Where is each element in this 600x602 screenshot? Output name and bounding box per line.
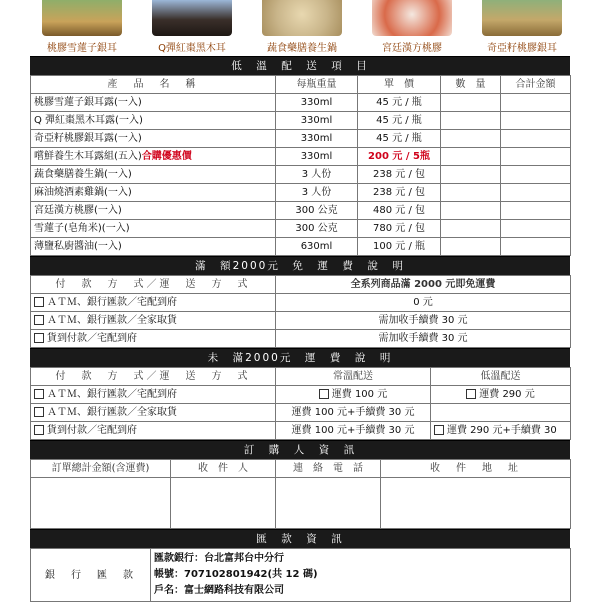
total-cell[interactable] (501, 238, 571, 256)
col-header-method: 付 款 方 式／運 送 方 式 (31, 368, 276, 386)
cold-fee-option (431, 404, 571, 422)
total-cell[interactable] (501, 202, 571, 220)
section-header-bank: 匯 款 資 訊 (30, 529, 570, 548)
table-row (31, 166, 571, 184)
cold-fee-option[interactable]: 運費 290 元+手續費 30 (431, 422, 571, 440)
product-volume: 330ml (276, 94, 358, 112)
product-photo (42, 0, 122, 36)
product-name: 宮廷漢方桃膠(一入) (31, 202, 276, 220)
free-shipping-note: 全系列商品滿 2000 元即免運費 (276, 276, 571, 294)
product-volume: 3 人份 (276, 184, 358, 202)
section-header-cold-delivery: 低 溫 配 送 項 目 (30, 56, 570, 75)
shipping-fee: 需加收手續費 30 元 (276, 312, 571, 330)
product-volume: 330ml (276, 130, 358, 148)
product-volume: 630ml (276, 238, 358, 256)
normal-fee-option: 運費 100 元+手續費 30 元 (276, 404, 431, 422)
product-volume: 300 公克 (276, 202, 358, 220)
col-header-phone: 連 絡 電 話 (276, 460, 381, 478)
table-row (31, 148, 571, 166)
table-row[interactable] (31, 312, 571, 330)
shipping-fee: 0 元 (276, 294, 571, 312)
buyer-input-row[interactable] (31, 478, 571, 529)
address-field[interactable] (381, 478, 571, 529)
table-row (31, 130, 571, 148)
product-photo-caption: Q彈紅棗黑木耳 (158, 43, 226, 54)
buyer-table (30, 459, 571, 529)
qty-cell[interactable] (441, 112, 501, 130)
col-header-name: 產 品 名 稱 (31, 76, 276, 94)
col-header-qty: 數 量 (441, 76, 501, 94)
table-row[interactable] (31, 294, 571, 312)
col-header-volume: 每瓶重量 (276, 76, 358, 94)
table-row (31, 184, 571, 202)
product-price: 238 元 / 包 (358, 184, 441, 202)
payment-option[interactable]: ＡＴＭ、銀行匯款／宅配到府 (31, 294, 276, 312)
product-price: 100 元 / 瓶 (358, 238, 441, 256)
checkbox[interactable] (34, 389, 44, 399)
table-row[interactable] (31, 386, 571, 404)
qty-cell[interactable] (441, 238, 501, 256)
col-header-cold: 低溫配送 (431, 368, 571, 386)
checkbox[interactable] (319, 389, 329, 399)
product-price: 200 元 / 5瓶 (358, 148, 441, 166)
recipient-field[interactable] (171, 478, 276, 529)
total-cell[interactable] (501, 130, 571, 148)
checkbox[interactable] (34, 297, 44, 307)
product-price: 45 元 / 瓶 (358, 112, 441, 130)
normal-fee-option[interactable]: 運費 100 元 (276, 386, 431, 404)
table-row (31, 94, 571, 112)
product-price: 780 元 / 包 (358, 220, 441, 238)
checkbox[interactable] (34, 425, 44, 435)
qty-cell[interactable] (441, 94, 501, 112)
table-row[interactable] (31, 330, 571, 348)
product-photo (262, 0, 342, 36)
product-name: 薄鹽私廚醬油(一入) (31, 238, 276, 256)
free-shipping-table (30, 275, 571, 348)
phone-field[interactable] (276, 478, 381, 529)
product-table (30, 75, 571, 256)
cold-fee-option[interactable]: 運費 290 元 (431, 386, 571, 404)
payment-option[interactable]: 貨到付款／宅配到府 (31, 422, 276, 440)
checkbox[interactable] (34, 333, 44, 343)
order-total-field[interactable] (31, 478, 171, 529)
promo-label: 合購優惠價 (141, 151, 192, 162)
product-name: 嚐鮮養生木耳露組(五入)合購優惠價 (31, 148, 276, 166)
qty-cell[interactable] (441, 166, 501, 184)
table-row (31, 220, 571, 238)
order-form (30, 56, 570, 602)
product-photo-caption: 蔬食藥膳養生鍋 (267, 43, 337, 54)
qty-cell[interactable] (441, 220, 501, 238)
product-volume: 330ml (276, 112, 358, 130)
payment-option[interactable]: ＡＴＭ、銀行匯款／全家取貨 (31, 404, 276, 422)
checkbox[interactable] (34, 315, 44, 325)
bank-table (30, 548, 571, 602)
bank-account: 帳號：707102801942(共 12 碼) (154, 569, 318, 580)
product-name: Q 彈紅棗黑木耳露(一入) (31, 112, 276, 130)
total-cell[interactable] (501, 166, 571, 184)
product-price: 480 元 / 包 (358, 202, 441, 220)
product-price: 238 元 / 包 (358, 166, 441, 184)
table-row (31, 238, 571, 256)
table-row[interactable] (31, 404, 571, 422)
checkbox[interactable] (434, 425, 444, 435)
col-header-price: 單 價 (358, 76, 441, 94)
section-header-free-shipping: 滿 額2000元 免 運 費 說 明 (30, 256, 570, 275)
shipping-fee-table (30, 367, 571, 440)
total-cell[interactable] (501, 220, 571, 238)
col-header-total: 合計金額 (501, 76, 571, 94)
product-name: 桃膠雪蓮子銀耳露(一入) (31, 94, 276, 112)
checkbox[interactable] (466, 389, 476, 399)
col-header-normal: 常溫配送 (276, 368, 431, 386)
total-cell[interactable] (501, 184, 571, 202)
product-photo-caption: 桃膠雪蓮子銀耳 (47, 43, 117, 54)
qty-cell[interactable] (441, 148, 501, 166)
col-header-address: 收 件 地 址 (381, 460, 571, 478)
checkbox[interactable] (34, 407, 44, 417)
product-photo (152, 0, 232, 36)
total-cell[interactable] (501, 112, 571, 130)
product-price: 45 元 / 瓶 (358, 94, 441, 112)
total-cell[interactable] (501, 94, 571, 112)
payment-option[interactable]: ＡＴＭ、銀行匯款／全家取貨 (31, 312, 276, 330)
product-name: 雪蓮子(皂角米)(一入) (31, 220, 276, 238)
shipping-fee: 需加收手續費 30 元 (276, 330, 571, 348)
payment-option[interactable]: 貨到付款／宅配到府 (31, 330, 276, 348)
section-header-buyer: 訂 購 人 資 訊 (30, 440, 570, 459)
product-photo (372, 0, 452, 36)
col-header-method: 付 款 方 式／運 送 方 式 (31, 276, 276, 294)
product-photo (482, 0, 562, 36)
table-row (31, 112, 571, 130)
product-price: 45 元 / 瓶 (358, 130, 441, 148)
product-volume: 3 人份 (276, 166, 358, 184)
normal-fee-option: 運費 100 元+手續費 30 元 (276, 422, 431, 440)
payment-option[interactable]: ＡＴＭ、銀行匯款／宅配到府 (31, 386, 276, 404)
bank-label: 銀 行 匯 款 (31, 549, 151, 602)
section-header-shipping-fee: 未 滿2000元 運 費 說 明 (30, 348, 570, 367)
product-photo-strip (0, 0, 600, 54)
product-name: 麻油燒酒素雞鍋(一入) (31, 184, 276, 202)
table-row (31, 202, 571, 220)
product-name: 奇亞籽桃膠銀耳露(一入) (31, 130, 276, 148)
product-photo-caption: 宮廷漢方桃膠 (382, 43, 442, 54)
product-volume: 330ml (276, 148, 358, 166)
qty-cell[interactable] (441, 202, 501, 220)
product-name: 蔬食藥膳養生鍋(一入) (31, 166, 276, 184)
product-volume: 300 公克 (276, 220, 358, 238)
qty-cell[interactable] (441, 130, 501, 148)
bank-details (151, 549, 571, 602)
qty-cell[interactable] (441, 184, 501, 202)
col-header-order-total: 訂單總計金額(含運費) (31, 460, 171, 478)
col-header-recipient: 收 件 人 (171, 460, 276, 478)
product-photo-caption: 奇亞籽桃膠銀耳 (487, 43, 557, 54)
total-cell[interactable] (501, 148, 571, 166)
table-row[interactable] (31, 422, 571, 440)
bank-name: 匯款銀行：台北富邦台中分行 (154, 553, 284, 564)
bank-account-holder: 戶名：富士網路科技有限公司 (154, 585, 284, 596)
